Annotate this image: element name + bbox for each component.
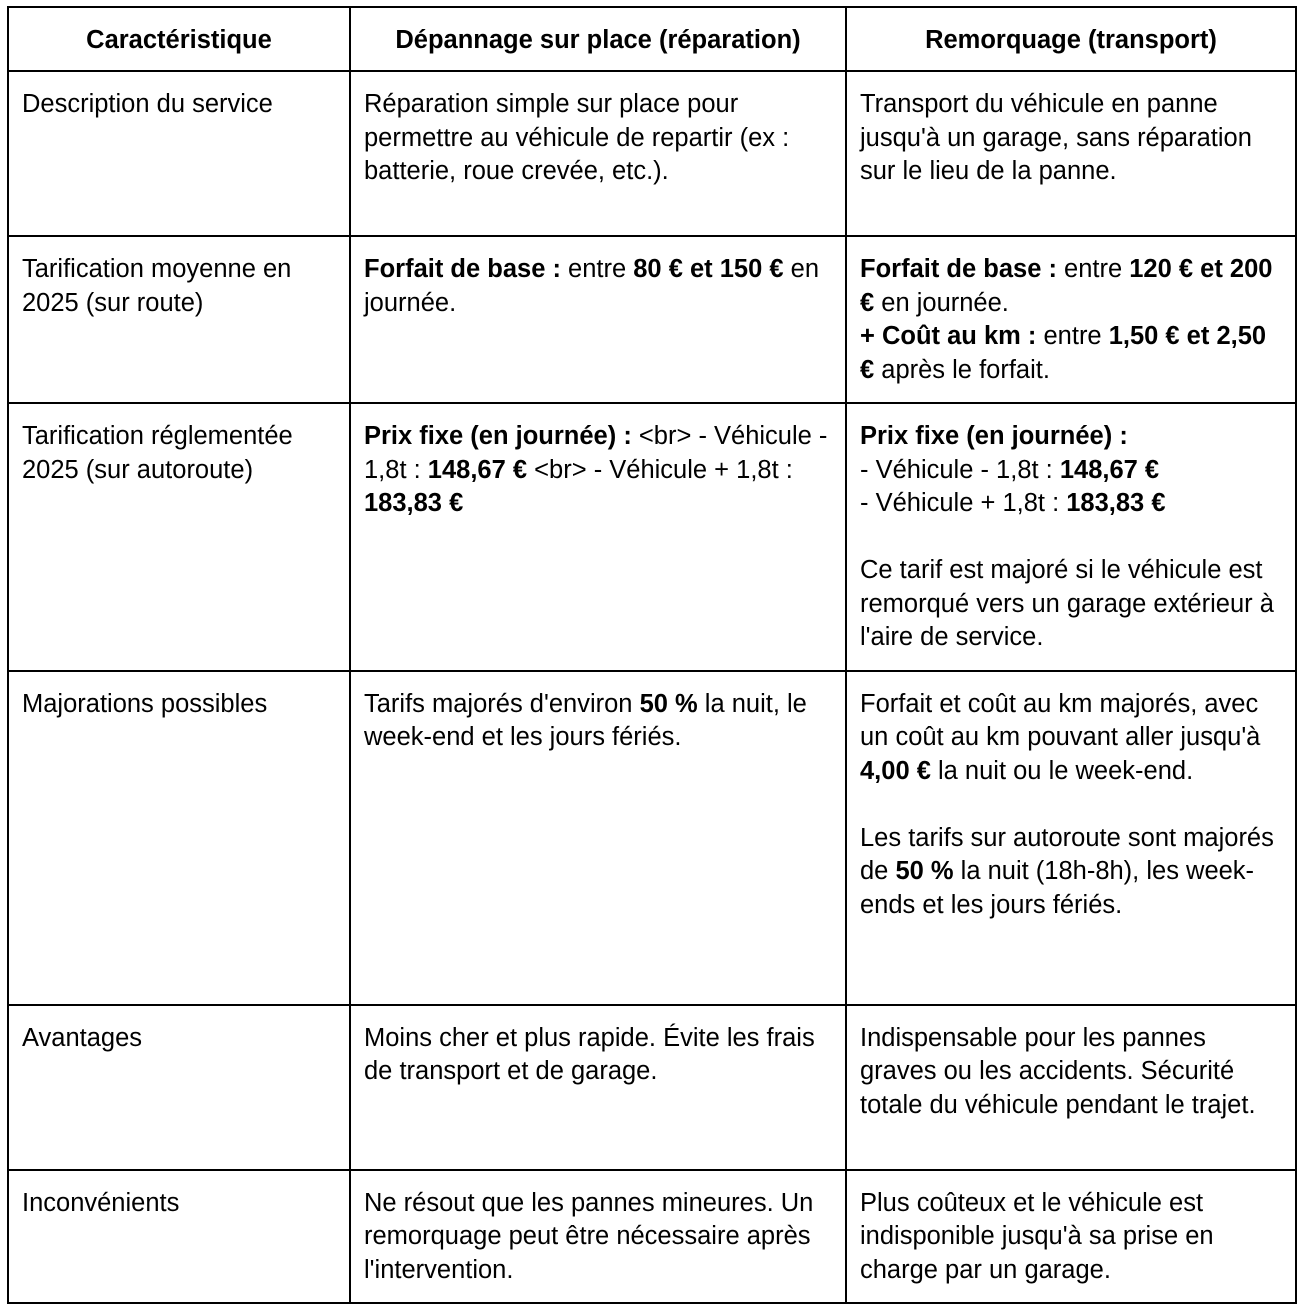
row-label: Tarification réglementée 2025 (sur autoroute) <box>8 403 350 671</box>
paragraph <box>860 822 1282 923</box>
bold-text: Prix fixe (en journée) : <box>860 422 1128 450</box>
header-remorquage: Remorquage (transport) <box>846 7 1296 71</box>
paragraph <box>860 253 1282 320</box>
row-label: Avantages <box>8 1005 350 1170</box>
table-row <box>8 671 1296 1005</box>
bold-text: Forfait de base : <box>860 255 1057 283</box>
cell-text: entre <box>1056 255 1130 283</box>
cell-remorquage: Transport du véhicule en panne jusqu'à un garage, sans réparation sur le lieu de la panne. <box>846 71 1296 236</box>
paragraph <box>860 420 1282 454</box>
paragraph <box>860 320 1282 387</box>
bold-text: 80 € et 150 € <box>633 255 784 283</box>
cell-text: entre <box>1036 322 1109 350</box>
table-row <box>8 1005 1296 1170</box>
paragraph <box>860 487 1282 521</box>
bold-text: 148,67 € <box>427 455 528 484</box>
bold-text: 120 € et 200 € <box>860 255 1273 317</box>
header-row <box>8 7 1296 71</box>
cell-text: la nuit ou le week-end. <box>930 756 1194 785</box>
table-row <box>8 236 1296 403</box>
cell-remorquage <box>846 236 1296 403</box>
cell-depannage <box>350 403 846 671</box>
cell-depannage: Moins cher et plus rapide. Évite les frais de transport et de garage. <box>350 1005 846 1170</box>
cell-remorquage: Plus coûteux et le véhicule est indisponible jusqu'à sa prise en charge par un garage. <box>846 1170 1296 1304</box>
cell-text: <br> - Véhicule - 1,8t : <box>364 422 828 484</box>
paragraph-gap <box>860 521 1282 555</box>
cell-text: après le forfait. <box>874 355 1050 384</box>
header-caracteristique: Caractéristique <box>8 7 350 71</box>
table-row <box>8 403 1296 671</box>
bold-text: 50 % <box>639 689 698 718</box>
cell-depannage: Ne résout que les pannes mineures. Un remorquage peut être nécessaire après l'intervention. <box>350 1170 846 1304</box>
cell-text: Forfait et coût au km majorés, avec un coût au km pouvant aller jusqu'à <box>860 689 1261 751</box>
bold-text: 4,00 € <box>860 756 931 785</box>
row-label: Tarification moyenne en 2025 (sur route) <box>8 236 350 403</box>
bold-text: 1,50 € et 2,50 € <box>860 322 1267 384</box>
comparison-table <box>7 6 1297 1304</box>
header-depannage: Dépannage sur place (réparation) <box>350 7 846 71</box>
cell-text: - Véhicule + 1,8t : <box>860 489 1067 517</box>
cell-depannage <box>350 671 846 1005</box>
cell-depannage: Réparation simple sur place pour permettre au véhicule de repartir (ex : batterie, roue crevée, etc.). <box>350 71 846 236</box>
bold-text: 50 % <box>895 857 954 885</box>
bold-text: Forfait de base : <box>364 255 561 283</box>
bold-text: 148,67 € <box>1059 455 1160 484</box>
cell-remorquage <box>846 403 1296 671</box>
cell-text: - Véhicule - 1,8t : <box>860 455 1060 484</box>
cell-text: <br> - Véhicule + 1,8t : <box>527 455 793 484</box>
bold-text: Prix fixe (en journée) : <box>364 422 632 450</box>
row-label: Inconvénients <box>8 1170 350 1304</box>
cell-text: la nuit (18h-8h), les week-ends et les jours fériés. <box>860 857 1255 919</box>
paragraph: Ce tarif est majoré si le véhicule est remorqué vers un garage extérieur à l'aire de service. <box>860 556 1274 651</box>
bold-text: + Coût au km : <box>860 322 1037 350</box>
cell-text: Tarifs majorés d'environ <box>364 689 640 718</box>
table-row <box>8 1170 1296 1304</box>
paragraph <box>860 454 1282 488</box>
row-label: Majorations possibles <box>8 671 350 1005</box>
bold-text: 183,83 € <box>364 489 464 517</box>
cell-text: Les tarifs sur autoroute sont majorés de <box>860 823 1274 885</box>
cell-depannage <box>350 236 846 403</box>
cell-remorquage: Indispensable pour les pannes graves ou les accidents. Sécurité totale du véhicule pendant le trajet. <box>846 1005 1296 1170</box>
cell-text: en journée. <box>364 255 819 317</box>
cell-text: entre <box>560 255 634 283</box>
cell-text: en journée. <box>874 288 1009 317</box>
paragraph-gap <box>860 788 1282 822</box>
row-label: Description du service <box>8 71 350 236</box>
paragraph <box>860 688 1282 789</box>
cell-remorquage <box>846 671 1296 1005</box>
bold-text: 183,83 € <box>1066 489 1166 517</box>
cell-text: la nuit, le week-end et les jours fériés. <box>364 689 807 751</box>
table-row <box>8 71 1296 236</box>
